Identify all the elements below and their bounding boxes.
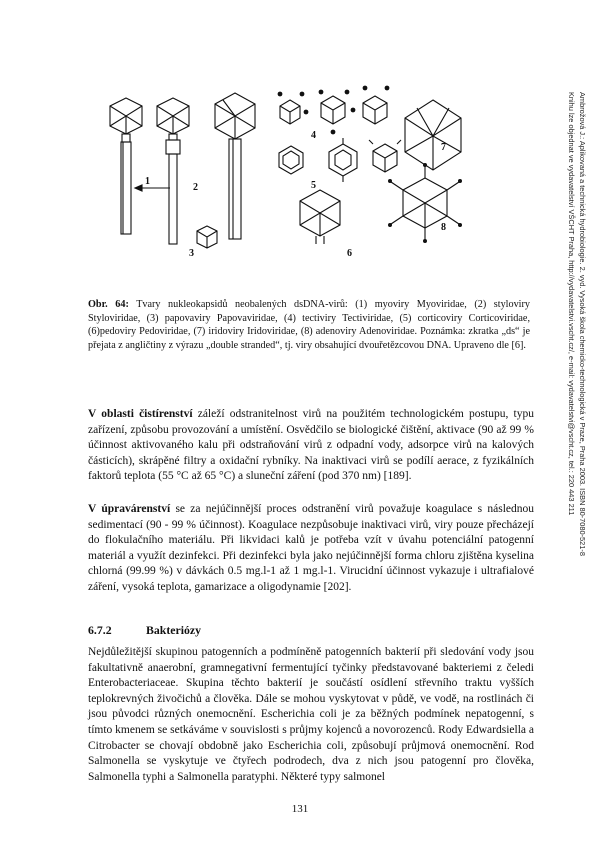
para1-lead: V oblasti čistírenství <box>88 408 193 420</box>
virus-6-pedovirus <box>300 190 340 244</box>
label-1: 1 <box>145 176 150 187</box>
paragraph-water-treatment <box>88 502 534 596</box>
paragraph-wastewater <box>88 407 534 485</box>
para1-text: záleží odstranitelnost virů na použitém technologickém postupu, typu zařízení, způsobu provozování a umístění. Osvědčilo se biologické čištění, aktivace (90 až 99 % účinnost aktivovaného kalu při odstraňování virů z odpadní vody, adsorpce virů na kalových částicích), skrápěné filtry a oxidační rybníky. Na inaktivaci virů se podílí aerace, z fyzikálních faktorů teplota (55 °C až 65 °C) a sluneční záření (pod 370 nm) [189]. <box>88 408 534 483</box>
page-number: 131 <box>291 803 309 815</box>
label-8: 8 <box>441 222 446 233</box>
section-heading <box>88 623 201 638</box>
label-4: 4 <box>311 130 316 141</box>
caption-lead: Obr. 64: <box>88 299 129 310</box>
label-7: 7 <box>441 142 446 153</box>
side-note-line1: Ambrožová J.: Aplikovaná a technická hydrobiologie. 2. vyd. Vysoká škola chemicko-technologická v Praze, Praha 2003. ISBN 80-7080-521-8 <box>578 92 587 556</box>
virus-2b <box>215 93 255 239</box>
label-3: 3 <box>189 248 194 259</box>
virus-4-tectivirus <box>280 96 387 124</box>
virus-8-adenovirus <box>391 166 459 240</box>
side-note <box>565 92 589 702</box>
paragraph-bacteria: Nejdůležitější skupinou patogenních a podmíněně patogenních bakterií při sledování vody jsou fakultativně anaerobní, gramnegativní fermentující tyčinky představované bakteriemi z čeledi Enterobacteriaceae. Skupina těchto bakterií je součástí osídlení střevního traktu vyšších teplokrevných živočichů a člověka. Dále se mohou vyskytovat v půdě, ve vodě, na rostlinách či jsou původci různých onemocnění. Escherichia coli je za běžných podmínek nepatogenní, s tímto kmenem se setkáváme v souvislosti s průjmy kojenců a novorozenců. Rody Edwardsiella a Citrobacter se chovají obdobně jako Escherichia coli, způsobují průjmová onemocnění. Rod Salmonella se vyskytuje ve čtyřech podrodech, dva z nich jsou patogenní pro člověka, Salmonella typhi a Salmonella paratyphi. Některé typy salmonel <box>88 646 534 783</box>
caption-text: Tvary nukleokapsidů neobalených dsDNA-virů: (1) myoviry Myoviridae, (2) styloviry Styloviridae, (3) papovaviry Papovaviridae, (4) tectiviry Tectiviridae, (5) corticoviry Corticoviridae, (6)pedoviry Pedoviridae, (7) iridoviry Iridoviridae, (8) adenoviry Adenoviridae. Poznámka: zkratka „ds“ je přejata z angličtiny z výrazu „double stranded“, tj. viry obsahující dvouřetězcovou DNA. Upraveno dle [6]. <box>88 299 530 351</box>
para2-text: se za nejúčinnější proces odstranění virů považuje koagulace s následnou sedimentací (90 - 99 % účinnost). Koagulace nezpůsobuje inaktivaci virů, viry pouze přecházejí do flokulačního materiálu. Při likvidaci kalů je potřeba vzít v úvahu potenciální patogenní materiál a využít dezinfekci. Při dezinfekci byla jako nejúčinnější forma chloru zjištěna kyselina chlorná (99.99 %) v dávkách 0.5 mg.l-1 až 1 mg.l-1. Virucidní účinnost vykazuje i ultrafialové záření, vysoká teplota, gamarizace a oligodynamie [202]. <box>88 503 534 593</box>
label-5: 5 <box>311 180 316 191</box>
virus-2-stylovirus <box>157 98 189 244</box>
figure-caption <box>88 298 530 352</box>
virus-diagram <box>95 78 475 268</box>
virus-shapes-figure <box>95 78 475 268</box>
para2-lead: V úpravárenství <box>88 503 171 515</box>
section-title: Bakteriózy <box>146 623 202 637</box>
label-2: 2 <box>193 182 198 193</box>
virus-1-myovirus <box>110 98 142 234</box>
section-number: 6.7.2 <box>88 623 112 637</box>
side-note-line2: Knihu lze objednat ve vydavatelství VŠCHT Praha, http://vydavatelstvi.vscht.cz/, e-mail: vydavatelstvi@vscht.cz, tel.: 220 443 211 <box>567 92 576 516</box>
virus-3-papovavirus <box>197 226 217 248</box>
virus-7-iridovirus <box>405 100 461 170</box>
virus-5-corticovirus <box>279 138 401 182</box>
label-6: 6 <box>347 248 352 259</box>
